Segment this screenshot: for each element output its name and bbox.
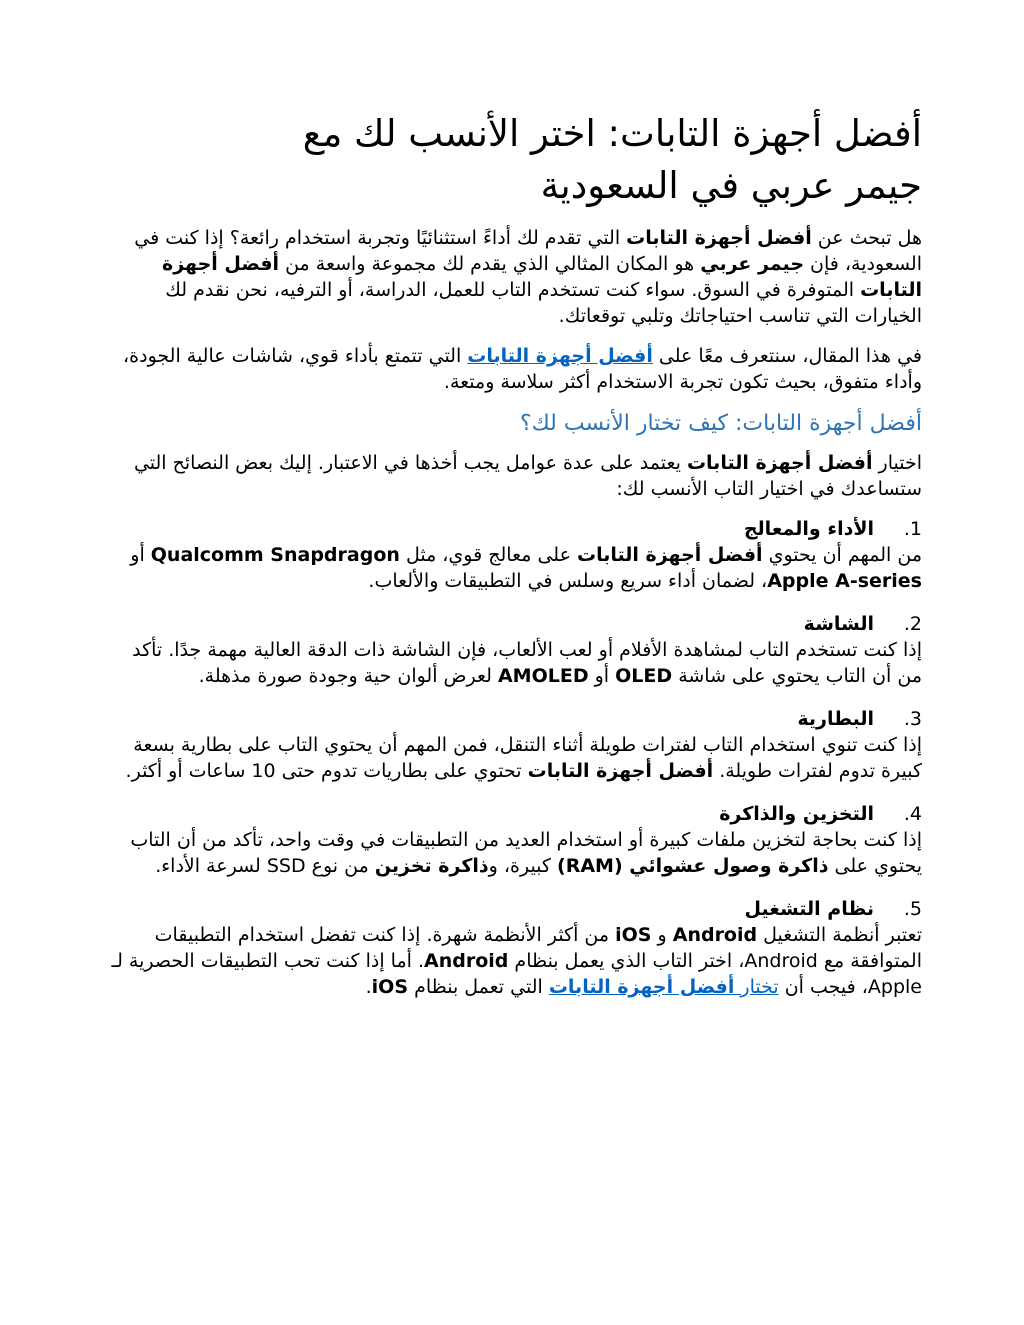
text-run: هو المكان المثالي الذي يقدم لك مجموعة واسعة من (279, 253, 701, 275)
list-number: 1. (903, 518, 922, 540)
text-run: في هذا المقال، سنتعرف معًا على (652, 345, 922, 367)
inline-link[interactable]: تختار (734, 976, 779, 998)
text-run: ذاكرة تخزين (374, 855, 489, 877)
text-run: OLED (615, 665, 673, 687)
text-run: هل تبحث عن (811, 227, 922, 249)
text-run: من أكثر الأنظمة شهرة. إذا كنت تفضل استخدام التطبيقات المتوافقة مع Android، اختر التاب الذي يعمل بنظام (154, 924, 922, 972)
text-run: تحتوي على بطاريات تدوم حتى 10 ساعات أو أكثر. (125, 760, 528, 782)
list-item-title: نظام التشغيل (744, 898, 874, 920)
list-item-head (102, 611, 922, 637)
text-run: التي تقدم لك أداءً استثنائيًا وتجربة استخدام رائعة؟ إذا كنت في السعودية، فإن (134, 227, 922, 275)
text-run: أو (588, 665, 616, 687)
tips-list (102, 516, 922, 1000)
text-run: من نوع SSD لسرعة الأداء. (155, 855, 375, 877)
article-link-paragraph (102, 343, 922, 395)
intro-paragraph (102, 225, 922, 329)
list-item-body (102, 732, 922, 784)
text-run: أفضل أجهزة التابات (161, 253, 922, 301)
list-item-body (102, 637, 922, 689)
text-run: يعتمد على عدة عوامل يجب أخذها في الاعتبار. إليك بعض النصائح التي ستساعدك في اختيار التاب الأنسب لك: (133, 452, 922, 500)
inline-link[interactable]: أفضل أجهزة التابات (467, 345, 653, 367)
text-run: على معالج قوي، مثل (399, 544, 577, 566)
list-item-head (102, 706, 922, 732)
text-run: من المهم أن يحتوي (762, 544, 922, 566)
text-run: ذاكرة وصول عشوائي (RAM) (557, 855, 829, 877)
list-number: 2. (903, 613, 922, 635)
text-run: iOS (615, 924, 652, 946)
list-item-head (102, 801, 922, 827)
text-run: ، لضمان أداء سريع وسلس في التطبيقات والألعاب. (368, 570, 768, 592)
list-item-head (102, 516, 922, 542)
list-item (102, 896, 922, 1000)
document-title (102, 108, 922, 212)
text-run: . (365, 976, 372, 998)
list-number: 3. (903, 708, 922, 730)
text-run: و (651, 924, 673, 946)
text-run: أفضل أجهزة التابات (527, 760, 714, 782)
text-run: جيمر عربي (700, 253, 805, 275)
text-run: Qualcomm Snapdragon (150, 544, 400, 566)
text-run: لعرض ألوان حية وجودة صورة مذهلة. (198, 665, 498, 687)
text-run: إذا كنت تنوي استخدام التاب لفترات طويلة أثناء التنقل، فمن المهم أن يحتوي التاب على بطارية بسعة كبيرة تدوم لفترات طويلة. (133, 734, 922, 782)
text-run: إذا كنت بحاجة لتخزين ملفات كبيرة أو استخدام العديد من التطبيقات في وقت واحد، تأكد من أن التاب يحتوي على (130, 829, 922, 877)
list-item (102, 516, 922, 594)
text-run: AMOLED (497, 665, 589, 687)
title-line-1: أفضل أجهزة التابات: اختر الأنسب لك مع (302, 112, 922, 155)
tips-intro-paragraph (102, 450, 922, 502)
list-item-body (102, 542, 922, 594)
list-item-body (102, 827, 922, 879)
text-run: أفضل أجهزة التابات (686, 452, 873, 474)
text-run: أفضل أجهزة التابات (576, 544, 763, 566)
text-run: أفضل أجهزة التابات (626, 227, 812, 249)
text-run: كبيرة، و (488, 855, 557, 877)
text-run: Apple A-series (767, 570, 922, 592)
list-item-title: البطارية (797, 708, 874, 730)
text-run: التي تتمتع بأداء قوي، شاشات عالية الجودة، وأداء متفوق، بحيث تكون تجربة الاستخدام أكثر سلاسة ومتعة. (123, 345, 922, 393)
text-run: Android (424, 950, 509, 972)
list-item-head (102, 896, 922, 922)
text-run: التي تعمل بنظام (408, 976, 549, 998)
inline-link[interactable]: أفضل أجهزة التابات (548, 976, 735, 998)
text-run: iOS (371, 976, 409, 998)
list-item-title: الأداء والمعالج (743, 518, 874, 540)
text-run: اختيار (872, 452, 922, 474)
section-heading: أفضل أجهزة التابات: كيف تختار الأنسب لك؟ (519, 411, 922, 436)
list-item-body (102, 922, 922, 1000)
text-run: . أما إذا كنت تحب التطبيقات الحصرية لـ Apple، فيجب أن (111, 950, 922, 998)
title-line-2: جيمر عربي في السعودية (540, 164, 922, 207)
list-item (102, 706, 922, 784)
list-item (102, 611, 922, 689)
list-item-title: الشاشة (803, 613, 874, 635)
text-run: أو (130, 544, 151, 566)
list-number: 5. (903, 898, 922, 920)
text-run: تعتبر أنظمة التشغيل (757, 924, 922, 946)
text-run: إذا كنت تستخدم التاب لمشاهدة الأفلام أو لعب الألعاب، فإن الشاشة ذات الدقة العالية مهمة جدًا. تأكد من أن التاب يحتوي على شاشة (132, 639, 922, 687)
text-run: Android (672, 924, 758, 946)
text-run: المتوفرة في السوق. سواء كنت تستخدم التاب للعمل، الدراسة، أو الترفيه، نحن نقدم لك الخيارات التي تناسب احتياجاتك وتلبي توقعاتك. (165, 279, 922, 327)
list-item-title: التخزين والذاكرة (719, 803, 874, 825)
list-item (102, 801, 922, 879)
list-number: 4. (903, 803, 922, 825)
